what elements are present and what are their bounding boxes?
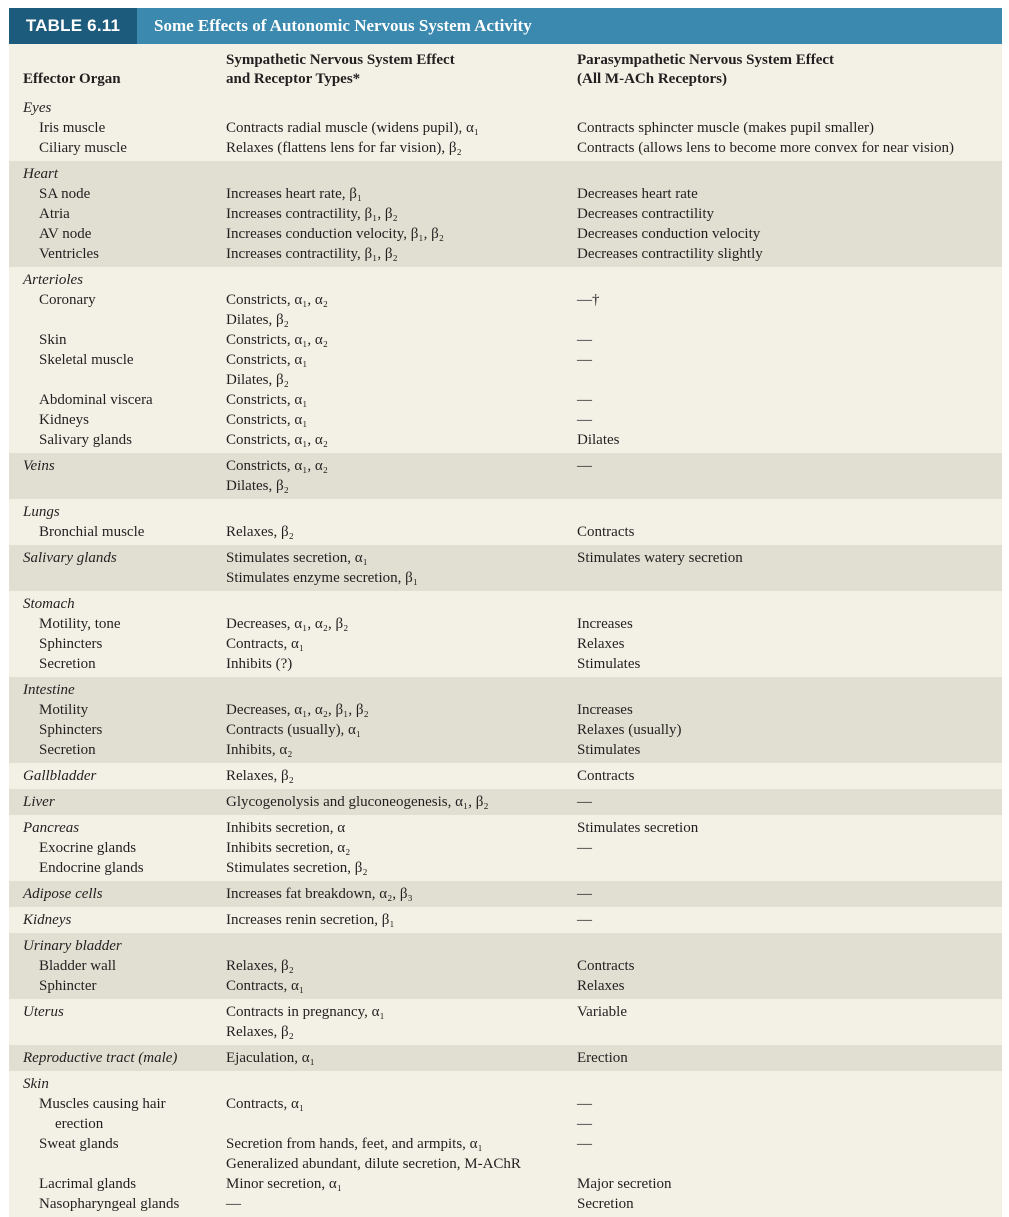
parasympathetic-effect: Relaxes — [577, 978, 625, 994]
organ-name: Coronary — [39, 292, 96, 308]
organ-name: Abdominal viscera — [39, 392, 153, 408]
sympathetic-effect-cell — [226, 818, 571, 878]
sympathetic-effect — [226, 936, 571, 956]
parasympathetic-effect: Relaxes (usually) — [577, 722, 682, 738]
parasympathetic-effect: — — [577, 412, 592, 428]
table-row — [9, 815, 1002, 881]
header-parasympathetic-line1: Parasympathetic Nervous System Effect — [577, 52, 835, 68]
sympathetic-effect: Generalized abundant, dilute secretion, M-AChR — [226, 1156, 521, 1172]
table-row — [9, 999, 1002, 1045]
parasympathetic-effect: Decreases contractility slightly — [577, 246, 763, 262]
sympathetic-effect-cell — [226, 766, 571, 786]
sympathetic-effect-cell — [226, 98, 571, 158]
organ-category: Urinary bladder — [23, 938, 122, 954]
organ-name — [23, 476, 223, 496]
effector-organ-cell — [23, 270, 223, 450]
sympathetic-effect: Increases conduction velocity, β₁, β₂ — [226, 226, 445, 242]
organ-name: Skin — [39, 332, 67, 348]
table-row — [9, 499, 1002, 545]
table-row — [9, 789, 1002, 815]
sympathetic-effect: Secretion from hands, feet, and armpits, α₁ — [226, 1136, 483, 1152]
organ-category: Intestine — [23, 682, 75, 698]
organ-name: Lacrimal glands — [39, 1176, 137, 1192]
sympathetic-effect: Increases contractility, β₁, β₂ — [226, 206, 398, 222]
sympathetic-effect: Relaxes, β₂ — [226, 768, 294, 784]
organ-category: Skin — [23, 1076, 49, 1092]
sympathetic-effect: Contracts radial muscle (widens pupil), α₁ — [226, 120, 480, 136]
organ-category: Heart — [23, 166, 58, 182]
effector-organ-cell — [23, 818, 223, 878]
parasympathetic-effect-cell — [577, 502, 997, 542]
sympathetic-effect — [226, 594, 571, 614]
sympathetic-effect: — — [226, 1196, 241, 1212]
table-number: TABLE 6.11 — [9, 8, 137, 44]
sympathetic-effect — [226, 1114, 571, 1134]
parasympathetic-effect: Stimulates secretion — [577, 820, 699, 836]
sympathetic-effect: Increases heart rate, β₁ — [226, 186, 363, 202]
parasympathetic-effect-cell — [577, 936, 997, 996]
organ-name: AV node — [39, 226, 92, 242]
parasympathetic-effect: Increases — [577, 616, 633, 632]
table-title: Some Effects of Autonomic Nervous System Activity — [154, 16, 532, 35]
organ-category: Lungs — [23, 504, 60, 520]
sympathetic-effect — [226, 270, 571, 290]
sympathetic-effect: Increases fat breakdown, α₂, β₃ — [226, 886, 413, 902]
header-sympathetic-line2: and Receptor Types* — [226, 71, 361, 87]
organ-name: SA node — [39, 186, 91, 202]
organ-name: Sweat glands — [39, 1136, 119, 1152]
parasympathetic-effect: Stimulates — [577, 742, 641, 758]
parasympathetic-effect — [577, 1074, 997, 1094]
parasympathetic-effect: Decreases conduction velocity — [577, 226, 761, 242]
table-row — [9, 95, 1002, 161]
parasympathetic-effect: — — [577, 840, 592, 856]
organ-category: Reproductive tract (male) — [23, 1050, 178, 1066]
effector-organ-cell — [23, 98, 223, 158]
parasympathetic-effect-cell — [577, 456, 997, 496]
sympathetic-effect-cell — [226, 1074, 571, 1214]
sympathetic-effect-cell — [226, 884, 571, 904]
parasympathetic-effect-cell — [577, 884, 997, 904]
parasympathetic-effect: Stimulates watery secretion — [577, 550, 743, 566]
effector-organ-cell — [23, 1048, 223, 1068]
effector-organ-cell — [23, 456, 223, 496]
parasympathetic-effect: — — [577, 392, 592, 408]
parasympathetic-effect-cell — [577, 1074, 997, 1214]
header-effector-organ: Effector Organ — [23, 71, 121, 87]
parasympathetic-effect: Contracts — [577, 768, 635, 784]
organ-name: Motility, tone — [39, 616, 121, 632]
sympathetic-effect: Relaxes, β₂ — [226, 958, 294, 974]
sympathetic-effect-cell — [226, 680, 571, 760]
sympathetic-effect: Decreases, α₁, α₂, β₂ — [226, 616, 349, 632]
sympathetic-effect: Contracts in pregnancy, α₁ — [226, 1004, 385, 1020]
parasympathetic-effect-cell — [577, 766, 997, 786]
sympathetic-effect: Constricts, α₁, α₂ — [226, 292, 329, 308]
table-row — [9, 677, 1002, 763]
organ-name: Sphincters — [39, 636, 103, 652]
sympathetic-effect: Relaxes, β₂ — [226, 524, 294, 540]
sympathetic-effect-cell — [226, 270, 571, 450]
organ-name: Nasopharyngeal glands — [39, 1196, 180, 1212]
sympathetic-effect: Contracts, α₁ — [226, 1096, 305, 1112]
sympathetic-effect-cell — [226, 1048, 571, 1068]
table-row — [9, 881, 1002, 907]
table-row — [9, 545, 1002, 591]
parasympathetic-effect — [577, 594, 997, 614]
sympathetic-effect: Constricts, α₁, α₂ — [226, 432, 329, 448]
parasympathetic-effect: Contracts — [577, 958, 635, 974]
effector-organ-cell — [23, 884, 223, 904]
sympathetic-effect-cell — [226, 548, 571, 588]
organ-name: Bladder wall — [39, 958, 117, 974]
parasympathetic-effect: Stimulates — [577, 656, 641, 672]
organ-category: Veins — [23, 458, 55, 474]
organ-category: Salivary glands — [23, 550, 117, 566]
parasympathetic-effect: Major secretion — [577, 1176, 672, 1192]
effector-organ-cell — [23, 680, 223, 760]
effector-organ-cell — [23, 936, 223, 996]
organ-name: Sphincter — [39, 978, 97, 994]
effector-organ-cell — [23, 792, 223, 812]
parasympathetic-effect — [577, 476, 997, 496]
table-row — [9, 1045, 1002, 1071]
sympathetic-effect — [226, 98, 571, 118]
sympathetic-effect: Stimulates secretion, α₁ — [226, 550, 368, 566]
parasympathetic-effect: Decreases contractility — [577, 206, 715, 222]
table-row — [9, 1071, 1002, 1217]
table-row — [9, 267, 1002, 453]
organ-category: Eyes — [23, 100, 52, 116]
sympathetic-effect: Dilates, β₂ — [226, 478, 289, 494]
parasympathetic-effect — [577, 936, 997, 956]
parasympathetic-effect — [577, 370, 997, 390]
sympathetic-effect: Inhibits secretion, α₂ — [226, 840, 351, 856]
organ-name: Ciliary muscle — [39, 140, 127, 156]
organ-name — [23, 568, 223, 588]
sympathetic-effect-cell — [226, 594, 571, 674]
sympathetic-effect: Dilates, β₂ — [226, 312, 289, 328]
parasympathetic-effect-cell — [577, 548, 997, 588]
parasympathetic-effect-cell — [577, 818, 997, 878]
parasympathetic-effect: Variable — [577, 1004, 627, 1020]
organ-name — [23, 1022, 223, 1042]
parasympathetic-effect: — — [577, 352, 592, 368]
organ-name: Secretion — [39, 656, 96, 672]
sympathetic-effect-cell — [226, 936, 571, 996]
organ-name: Atria — [39, 206, 70, 222]
parasympathetic-effect — [577, 680, 997, 700]
parasympathetic-effect-cell — [577, 164, 997, 264]
organ-category: Stomach — [23, 596, 75, 612]
sympathetic-effect-cell — [226, 792, 571, 812]
effector-organ-cell — [23, 502, 223, 542]
parasympathetic-effect: Increases — [577, 702, 633, 718]
sympathetic-effect: Constricts, α₁, α₂ — [226, 458, 329, 474]
parasympathetic-effect — [577, 98, 997, 118]
organ-category: Gallbladder — [23, 768, 97, 784]
parasympathetic-effect-cell — [577, 1002, 997, 1042]
parasympathetic-effect-cell — [577, 1048, 997, 1068]
sympathetic-effect — [226, 680, 571, 700]
sympathetic-effect: Decreases, α₁, α₂, β₁, β₂ — [226, 702, 369, 718]
sympathetic-effect: Relaxes, β₂ — [226, 1024, 294, 1040]
parasympathetic-effect-cell — [577, 594, 997, 674]
organ-name — [23, 370, 223, 390]
effector-organ-cell — [23, 164, 223, 264]
sympathetic-effect: Contracts (usually), α₁ — [226, 722, 362, 738]
sympathetic-effect: Inhibits (?) — [226, 656, 293, 672]
header-parasympathetic-line2: (All M-ACh Receptors) — [577, 71, 727, 87]
effector-organ-cell — [23, 548, 223, 588]
sympathetic-effect: Inhibits secretion, α — [226, 820, 346, 836]
table-row — [9, 907, 1002, 933]
parasympathetic-effect: — — [577, 458, 592, 474]
parasympathetic-effect-cell — [577, 792, 997, 812]
sympathetic-effect: Constricts, α₁ — [226, 412, 308, 428]
sympathetic-effect: Inhibits, α₂ — [226, 742, 293, 758]
organ-category: Kidneys — [23, 912, 72, 928]
organ-name: Exocrine glands — [39, 840, 137, 856]
sympathetic-effect: Constricts, α₁ — [226, 392, 308, 408]
organ-category: Pancreas — [23, 820, 80, 836]
parasympathetic-effect: Decreases heart rate — [577, 186, 698, 202]
organ-name: Endocrine glands — [39, 860, 144, 876]
effector-organ-cell — [23, 766, 223, 786]
organ-name: Iris muscle — [39, 120, 106, 136]
table-row — [9, 161, 1002, 267]
parasympathetic-effect: Secretion — [577, 1196, 634, 1212]
parasympathetic-effect: Erection — [577, 1050, 628, 1066]
table-header-row — [9, 44, 1002, 95]
sympathetic-effect: Contracts, α₁ — [226, 978, 305, 994]
parasympathetic-effect: —† — [577, 292, 600, 308]
parasympathetic-effect — [577, 568, 997, 588]
organ-name: Salivary glands — [39, 432, 132, 448]
parasympathetic-effect — [577, 858, 997, 878]
sympathetic-effect: Constricts, α₁ — [226, 352, 308, 368]
sympathetic-effect: Ejaculation, α₁ — [226, 1050, 315, 1066]
parasympathetic-effect — [577, 502, 997, 522]
sympathetic-effect: Minor secretion, α₁ — [226, 1176, 342, 1192]
organ-name: Bronchial muscle — [39, 524, 145, 540]
parasympathetic-effect — [577, 1022, 997, 1042]
sympathetic-effect: Glycogenolysis and gluconeogenesis, α₁, β₂ — [226, 794, 489, 810]
organ-name: Motility — [39, 702, 89, 718]
effector-organ-cell — [23, 910, 223, 930]
organ-category: Liver — [23, 794, 55, 810]
organ-name: Secretion — [39, 742, 96, 758]
sympathetic-effect: Constricts, α₁, α₂ — [226, 332, 329, 348]
sympathetic-effect-cell — [226, 502, 571, 542]
sympathetic-effect-cell — [226, 456, 571, 496]
parasympathetic-effect — [577, 164, 997, 184]
sympathetic-effect — [226, 164, 571, 184]
parasympathetic-effect — [577, 1154, 997, 1174]
parasympathetic-effect: — — [577, 332, 592, 348]
parasympathetic-effect — [577, 310, 997, 330]
organ-name: Skeletal muscle — [39, 352, 134, 368]
organ-name: Kidneys — [39, 412, 89, 428]
effector-organ-cell — [23, 1002, 223, 1042]
parasympathetic-effect: — — [577, 794, 592, 810]
parasympathetic-effect: — — [577, 1096, 592, 1112]
parasympathetic-effect: — — [577, 886, 592, 902]
parasympathetic-effect: Contracts — [577, 524, 635, 540]
parasympathetic-effect: — — [577, 1136, 592, 1152]
organ-name: Sphincters — [39, 722, 103, 738]
parasympathetic-effect: Relaxes — [577, 636, 625, 652]
parasympathetic-effect: — — [577, 912, 592, 928]
sympathetic-effect — [226, 1074, 571, 1094]
sympathetic-effect: Increases renin secretion, β₁ — [226, 912, 395, 928]
sympathetic-effect: Increases contractility, β₁, β₂ — [226, 246, 398, 262]
organ-category: Uterus — [23, 1004, 64, 1020]
parasympathetic-effect: — — [577, 1116, 592, 1132]
sympathetic-effect: Stimulates enzyme secretion, β₁ — [226, 570, 418, 586]
sympathetic-effect: Dilates, β₂ — [226, 372, 289, 388]
table-row — [9, 591, 1002, 677]
parasympathetic-effect: Contracts (allows lens to become more convex for near vision) — [577, 140, 954, 156]
table-row — [9, 933, 1002, 999]
sympathetic-effect: Relaxes (flattens lens for far vision), β₂ — [226, 140, 462, 156]
parasympathetic-effect-cell — [577, 910, 997, 930]
organ-name — [23, 310, 223, 330]
parasympathetic-effect: Dilates — [577, 432, 620, 448]
effector-organ-cell — [23, 594, 223, 674]
effector-organ-cell — [23, 1074, 223, 1214]
parasympathetic-effect-cell — [577, 270, 997, 450]
sympathetic-effect: Contracts, α₁ — [226, 636, 305, 652]
organ-category: Adipose cells — [23, 886, 103, 902]
sympathetic-effect — [226, 502, 571, 522]
organ-name — [23, 1154, 223, 1174]
sympathetic-effect-cell — [226, 1002, 571, 1042]
organ-name: erection — [55, 1116, 104, 1132]
sympathetic-effect-cell — [226, 910, 571, 930]
table-row — [9, 453, 1002, 499]
table-title-bar — [9, 8, 1002, 44]
organ-name: Muscles causing hair — [39, 1096, 166, 1112]
organ-category: Arterioles — [23, 272, 83, 288]
parasympathetic-effect-cell — [577, 680, 997, 760]
organ-name: Ventricles — [39, 246, 99, 262]
sympathetic-effect-cell — [226, 164, 571, 264]
parasympathetic-effect-cell — [577, 98, 997, 158]
header-sympathetic-line1: Sympathetic Nervous System Effect — [226, 52, 455, 68]
sympathetic-effect: Stimulates secretion, β₂ — [226, 860, 368, 876]
parasympathetic-effect: Contracts sphincter muscle (makes pupil smaller) — [577, 120, 875, 136]
table-row — [9, 763, 1002, 789]
parasympathetic-effect — [577, 270, 997, 290]
